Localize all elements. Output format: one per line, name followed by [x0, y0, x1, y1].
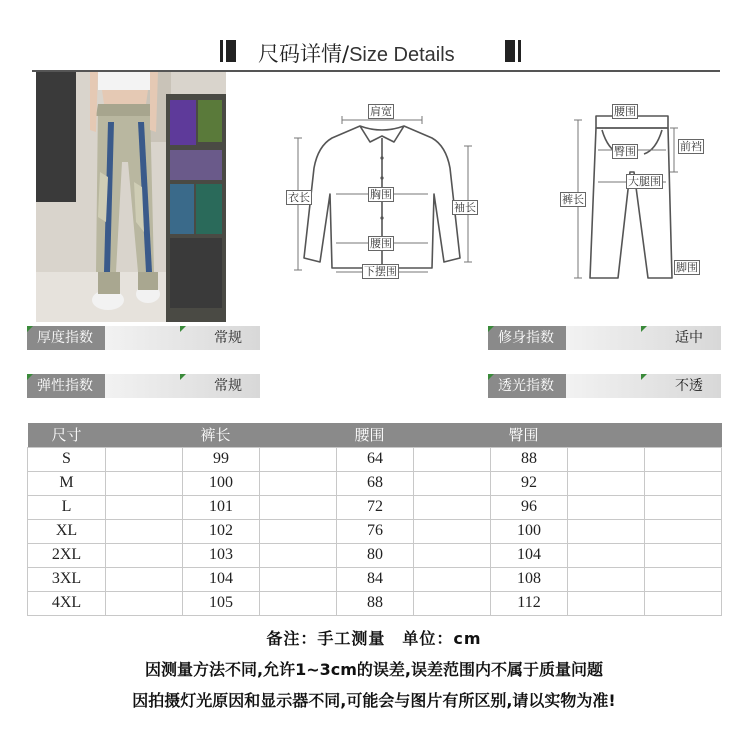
- cell-waist: 80: [337, 543, 414, 567]
- table-row: [28, 447, 722, 471]
- table-row: [28, 471, 722, 495]
- cell-hip: 104: [491, 543, 568, 567]
- empty-cell: [260, 519, 337, 543]
- table-row: [28, 543, 722, 567]
- cell-length: 104: [183, 567, 260, 591]
- empty-cell: [414, 447, 491, 471]
- title-cn: 尺码详情/: [258, 42, 350, 66]
- empty-cell: [106, 567, 183, 591]
- label-rise: 前裆: [680, 140, 702, 153]
- transparency-index-label: 透光指数: [488, 374, 566, 398]
- table-row: [28, 567, 722, 591]
- empty-cell: [106, 447, 183, 471]
- fit-index-value: 适中: [675, 330, 703, 346]
- cell-waist: 84: [337, 567, 414, 591]
- header-bars-left: [220, 40, 239, 62]
- empty-cell: [414, 591, 491, 615]
- label-waist: 腰围: [370, 237, 392, 250]
- empty-cell: [568, 495, 645, 519]
- cell-length: 101: [183, 495, 260, 519]
- empty-cell: [645, 543, 722, 567]
- cell-waist: 68: [337, 471, 414, 495]
- label-chest: 胸围: [370, 188, 392, 201]
- cell-size: S: [28, 447, 106, 471]
- cell-length: 102: [183, 519, 260, 543]
- empty-cell: [260, 447, 337, 471]
- transparency-index: [488, 374, 721, 398]
- elasticity-index-label: 弹性指数: [27, 374, 105, 398]
- empty-cell: [645, 495, 722, 519]
- empty-cell: [568, 567, 645, 591]
- cell-length: 105: [183, 591, 260, 615]
- table-row: [28, 495, 722, 519]
- tick-icon: [27, 326, 33, 332]
- cell-size: L: [28, 495, 106, 519]
- cell-waist: 72: [337, 495, 414, 519]
- label-leg-opening: 脚围: [676, 261, 698, 274]
- thickness-index-label: 厚度指数: [27, 326, 105, 350]
- empty-cell: [645, 519, 722, 543]
- table-header-row: [28, 423, 722, 447]
- empty-cell: [568, 471, 645, 495]
- cell-waist: 88: [337, 591, 414, 615]
- empty-cell: [645, 567, 722, 591]
- elasticity-index-value: 常规: [214, 378, 242, 394]
- elasticity-index: [27, 374, 260, 398]
- header-length: 裤长: [183, 423, 260, 447]
- label-pants-length: 裤长: [562, 193, 584, 206]
- empty-cell: [260, 543, 337, 567]
- empty-cell: [106, 591, 183, 615]
- cell-hip: 108: [491, 567, 568, 591]
- empty-cell: [568, 447, 645, 471]
- note-measurement: 备注：手工测量 单位：cm: [266, 629, 482, 648]
- label-sleeve: 袖长: [454, 201, 476, 214]
- pants-size-diagram: [556, 98, 716, 284]
- empty-cell: [414, 495, 491, 519]
- tick-icon: [641, 326, 647, 332]
- shirt-size-diagram: [282, 98, 482, 280]
- label-shoulder: 肩宽: [370, 105, 392, 118]
- size-table: [27, 423, 722, 616]
- cell-size: 3XL: [28, 567, 106, 591]
- empty-cell: [645, 471, 722, 495]
- cell-length: 103: [183, 543, 260, 567]
- tick-icon: [180, 374, 186, 380]
- empty-cell: [645, 591, 722, 615]
- empty-cell: [414, 519, 491, 543]
- cell-size: 2XL: [28, 543, 106, 567]
- tick-icon: [27, 374, 33, 380]
- notes: [0, 626, 748, 719]
- cell-length: 100: [183, 471, 260, 495]
- empty-cell: [645, 447, 722, 471]
- table-row: [28, 591, 722, 615]
- empty-cell: [106, 471, 183, 495]
- header-bars-right: [505, 40, 524, 62]
- empty-cell: [260, 591, 337, 615]
- tick-icon: [488, 374, 494, 380]
- cell-length: 99: [183, 447, 260, 471]
- thickness-index: [27, 326, 260, 350]
- label-thigh: 大腿围: [628, 175, 661, 188]
- empty-cell: [260, 567, 337, 591]
- empty-cell: [106, 519, 183, 543]
- transparency-index-value: 不透: [675, 378, 703, 394]
- cell-waist: 64: [337, 447, 414, 471]
- empty-cell: [568, 591, 645, 615]
- empty-cell: [106, 495, 183, 519]
- page-title: [258, 38, 455, 68]
- cell-size: M: [28, 471, 106, 495]
- table-row: [28, 519, 722, 543]
- label-hem: 下摆围: [364, 265, 397, 278]
- tick-icon: [488, 326, 494, 332]
- page-header: [0, 34, 748, 68]
- cell-waist: 76: [337, 519, 414, 543]
- empty-cell: [414, 567, 491, 591]
- empty-cell: [568, 543, 645, 567]
- empty-cell: [260, 471, 337, 495]
- header-waist: 腰围: [337, 423, 414, 447]
- empty-cell: [414, 471, 491, 495]
- empty-cell: [106, 543, 183, 567]
- label-length: 衣长: [288, 191, 310, 204]
- cell-size: XL: [28, 519, 106, 543]
- size-table-body: [28, 447, 722, 615]
- cell-hip: 96: [491, 495, 568, 519]
- empty-cell: [260, 495, 337, 519]
- header-hip: 臀围: [491, 423, 568, 447]
- cell-size: 4XL: [28, 591, 106, 615]
- cell-hip: 100: [491, 519, 568, 543]
- pants-outline: [556, 98, 716, 284]
- tick-icon: [641, 374, 647, 380]
- label-pants-waist: 腰围: [614, 105, 636, 118]
- label-pants-hip: 臀围: [614, 145, 636, 158]
- product-photo: [36, 72, 226, 322]
- header-size: 尺寸: [28, 423, 106, 447]
- note-tolerance: 因测量方法不同,允许1~3cm的误差,误差范围内不属于质量问题: [145, 660, 603, 679]
- empty-cell: [414, 543, 491, 567]
- thickness-index-value: 常规: [214, 330, 242, 346]
- cell-hip: 92: [491, 471, 568, 495]
- cell-hip: 88: [491, 447, 568, 471]
- empty-cell: [568, 519, 645, 543]
- title-en: Size Details: [349, 44, 455, 66]
- tick-icon: [180, 326, 186, 332]
- cell-hip: 112: [491, 591, 568, 615]
- note-color-difference: 因拍摄灯光原因和显示器不同,可能会与图片有所区别,请以实物为准!: [132, 691, 616, 710]
- fit-index-label: 修身指数: [488, 326, 566, 350]
- fit-index: [488, 326, 721, 350]
